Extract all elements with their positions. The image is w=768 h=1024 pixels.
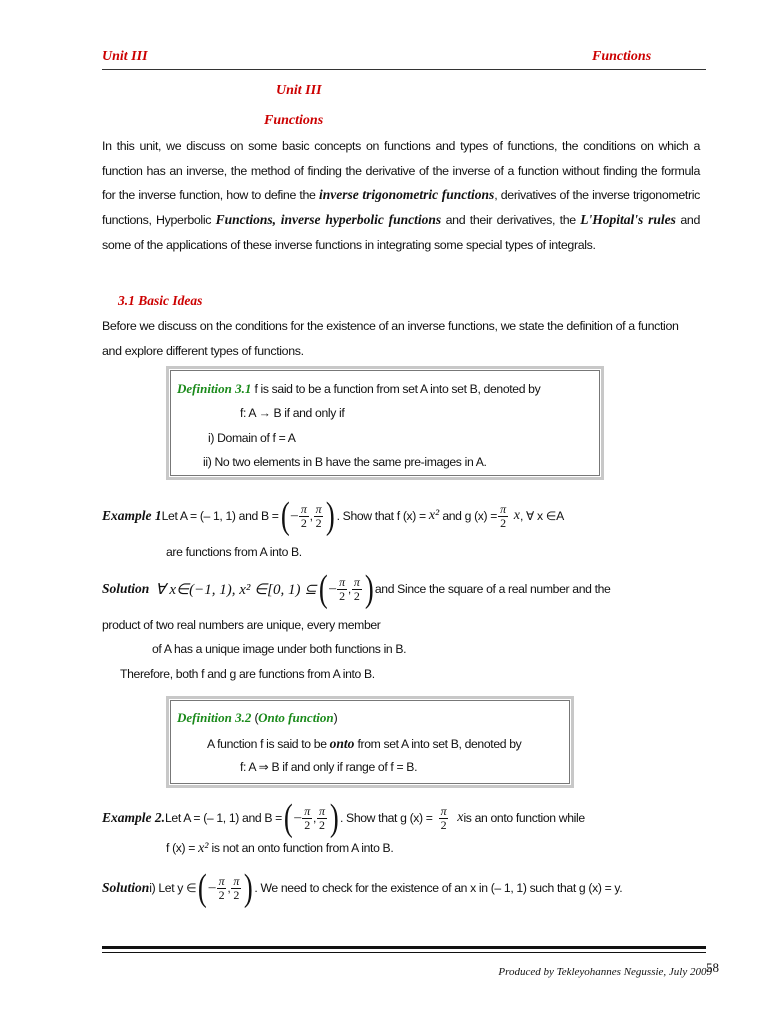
example2-line1: Example 2. Let A = (– 1, 1) and B = ( – $\frac{\pi}{2}$ , $\frac{\pi}{2}$ ) . Show that g (x) = $\frac{\pi}{2}$ x is an onto function while — [102, 797, 585, 839]
chapter-title: Functions — [264, 113, 324, 128]
running-header-left: Unit III — [102, 49, 148, 64]
solution1-line3: of A has a unique image under both functions in B. — [152, 642, 407, 656]
solution1-line1: Solution ∀ x∈(−1, 1), x² ∈[0, 1) ⊆ ( – $\frac{\pi}{2}$ , $\frac{\pi}{2}$ ) and Since the square of a real number and the — [102, 568, 611, 610]
solution1-line2: product of two real numbers are unique, every member — [102, 618, 381, 632]
def1-line1: Definition 3.1 f is said to be a function from set A into set B, denoted by — [177, 381, 541, 396]
def2-line3: f: A ⇒ B if and only if range of f = B. — [240, 760, 418, 774]
page-number: 58 — [706, 960, 719, 975]
example1-line2: are functions from A into B. — [166, 545, 302, 559]
def1-item2: ii) No two elements in B have the same pre-images in A. — [203, 455, 487, 469]
running-header-right: Functions — [592, 49, 652, 64]
term-inverse-trig: inverse trigonometric functions — [318, 187, 495, 203]
solution1-line4: Therefore, both f and g are functions from A into B. — [120, 667, 375, 681]
interval-B: ( – $\frac{\pi}{2}$ , $\frac{\pi}{2}$ ) — [280, 495, 335, 537]
intro-paragraph: In this unit, we discuss on some basic concepts on functions and types of functions, the conditions on which a function has an inverse, the method of finding the derivative of the inverse of a function without finding the formula for the inverse function, how to define the inverse trigonometric functions, derivatives of the inverse trigonometric functions, Hyperbolic Functions, inverse hyperbolic functions and their derivatives, the L'Hopital's rules and some of the applications of these inverse functions in integrating some special types of integrals. — [102, 139, 701, 252]
def1-item1: i) Domain of f = A — [208, 431, 296, 445]
example2-line2: f (x) = x² is not an onto function from A into B. — [166, 841, 394, 856]
solution2-line1: Solution i) Let y ∈ ( – $\frac{\pi}{2}$ , $\frac{\pi}{2}$ ) . We need to check for the existence of an x in (– 1, 1) such that g (x) = y. — [102, 867, 623, 909]
term-hyperbolic: Functions, inverse hyperbolic functions — [215, 212, 442, 228]
footer-rule-thin — [102, 952, 706, 953]
header-rule — [102, 69, 706, 70]
footer-rule-thick — [102, 946, 706, 949]
section-heading: 3.1 Basic Ideas — [118, 293, 203, 308]
def2-line1: Definition 3.2 (Onto function) — [177, 710, 338, 725]
def2-line2: A function f is said to be onto from set A into set B, denoted by — [207, 736, 522, 751]
def1-line2: f: A → B if and only if — [240, 406, 345, 420]
section-paragraph: Before we discuss on the conditions for the existence of an inverse functions, we state the definition of a function and explore different types of functions. — [102, 319, 679, 358]
example1-line1: Example 1 Let A = (– 1, 1) and B = ( – $\frac{\pi}{2}$ , $\frac{\pi}{2}$ ) . Show that f (x) = x² and g (x) = $\frac{\pi}{2}$ x , ∀ x ∈A — [102, 495, 564, 537]
unit-title: Unit III — [276, 83, 322, 98]
term-lhopital: L'Hopital's rules — [580, 212, 676, 228]
footer-credit: Produced by Tekleyohannes Negussie, July 2009 — [498, 966, 712, 978]
